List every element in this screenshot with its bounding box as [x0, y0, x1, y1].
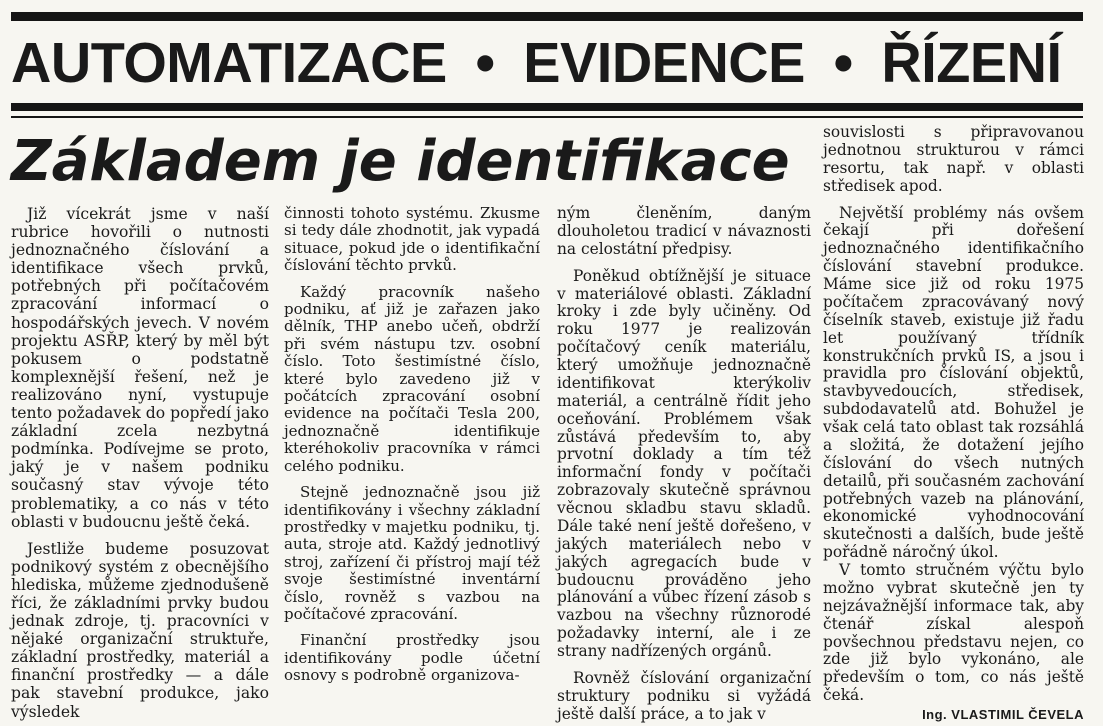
paragraph: činnosti tohoto systému. Zkusme si tedy dále zhodnotit, jak vypadá situace, pokud jde o identifikační číslování těchto prvků.: [284, 204, 540, 275]
paragraph: Již vícekrát jsme v naší rubrice hovořili o nutnosti jednoznačného číslování a identifikace všech prvků, potřebných při počítačovém zpracování informací o hospodářských jevech. V novém projektu ASŘP, který by měl být pokusem o podstatně komplexnější řešení, než je realizováno nyní, vystupuje tento požadavek do popředí jako základní zcela nezbytná podmínka. Podívejme se proto, jaký je v našem podniku současný stav vývoje této problematiky, a co nás v této oblasti v budoucnu ještě čeká.: [11, 205, 270, 531]
article-headline: Základem je identifikace: [11, 129, 790, 194]
paragraph: V tomto stručném výčtu bylo možno vybrat skutečně jen ty nejzávažnější informace tak, aby čtenář získal alespoň povšechnou představu nejen, co zde již bylo vykonáno, ale především o tom, co nás ještě čeká.: [823, 561, 1084, 705]
paragraph: Rovněž číslování organizační struktury podniku si vyžádá ještě další práce, a to jak v: [557, 668, 811, 723]
paragraph: Největší problémy nás ovšem čekají při dořešení jednoznačného identifikačního číslování stavební produkce. Máme sice již od roku 1975 počítačem zpracovávaný nový číselník staveb, existuje již řadu let používaný třídník konstrukčních prvků IS, a jsou i pravidla pro číslování objektů, stavbyvedoucích, středisek, subdodavatelů atd. Bohužel je však celá tato oblast tak rozsáhlá a složitá, že dotažení jejího číslování do všech nutných detailů, při současném zachování potřebných vazeb na plánování, ekonomické vyhodnocování skutečnosti a dalších, bude ještě pořádně náročný úkol.: [823, 203, 1084, 562]
article-column-4: [823, 124, 1084, 724]
paragraph: ným členěním, daným dlouholetou tradicí v návaznosti na celostátní předpisy.: [557, 204, 811, 258]
section-banner: [11, 27, 1062, 99]
article-column-1: [11, 205, 269, 721]
banner-word-rizeni: ŘÍZENÍ: [881, 31, 1062, 95]
top-rule: [11, 12, 1083, 21]
author-signature: Ing. VLASTIMIL ČEVELA: [922, 707, 1084, 722]
banner-bottom-rule: [11, 103, 1083, 111]
paragraph: Stejně jednoznačně jsou již identifikovány i všechny základní prostředky v majetku podniku, tj. auta, stroje atd. Každý jednotlivý stroj, zařízení či přístroj mají též svoje šestimístné inventární číslo, rovněž s vazbou na počítačové zpracování.: [284, 483, 540, 623]
banner-word-automatizace: AUTOMATIZACE: [11, 31, 447, 95]
article-column-2: [284, 205, 540, 685]
banner-bullet: •: [833, 31, 853, 95]
banner-thin-rule: [11, 116, 1083, 118]
paragraph: Každý pracovník našeho podniku, ať již je zařazen jako dělník, THP anebo učeň, obdrží při svém nástupu tzv. osobní číslo. Toto šestimístné číslo, které bylo zavedeno již v počátcích zpracování osobní evidence na počítači Tesla 200, jednoznačně identifikuje kteréhokoliv pracovníka v rámci celého podniku.: [284, 282, 540, 475]
paragraph: Jestliže budeme posuzovat podnikový systém z obecnějšího hlediska, můžeme zjednodušeně říci, že základními prvky budou jednak zdroje, tj. pracovníci v nějaké organizační struktuře, základní prostředky, materiál a finanční prostředky — a dále pak stavební produkce, jako výsledek: [11, 539, 269, 721]
paragraph: Poněkud obtížnější je situace v materiálové oblasti. Základní kroky i zde byly učiněny. Od roku 1977 je realizován počítačový ceník materiálu, který umožňuje jednoznačně identifikovat kterýkoliv materiál, a centrálně řídit jeho oceňování. Problémem však zůstává především to, aby prvotní doklady a tím též informační fondy v počítači zobrazovaly skutečně správnou věcnou skladbu stavu skladů. Dále také není ještě dořešeno, v jakých materiálech nebo v jakých agregacích bude v budoucnu prováděno jeho plánování a vůbec řízení zásob s vazbou na všechny různorodé požadavky interní, ale i ze strany nadřízených orgánů.: [557, 266, 811, 660]
article-column-3: [557, 205, 811, 724]
banner-bullet: •: [475, 31, 495, 95]
banner-word-evidence: EVIDENCE: [523, 31, 805, 95]
paragraph: souvislosti s připravovanou jednotnou strukturou v rámci resortu, tak např. v oblasti středisek apod.: [823, 123, 1084, 195]
paragraph: Finanční prostředky jsou identifikovány podle účetní osnovy s podrobně organizova-: [284, 631, 540, 685]
